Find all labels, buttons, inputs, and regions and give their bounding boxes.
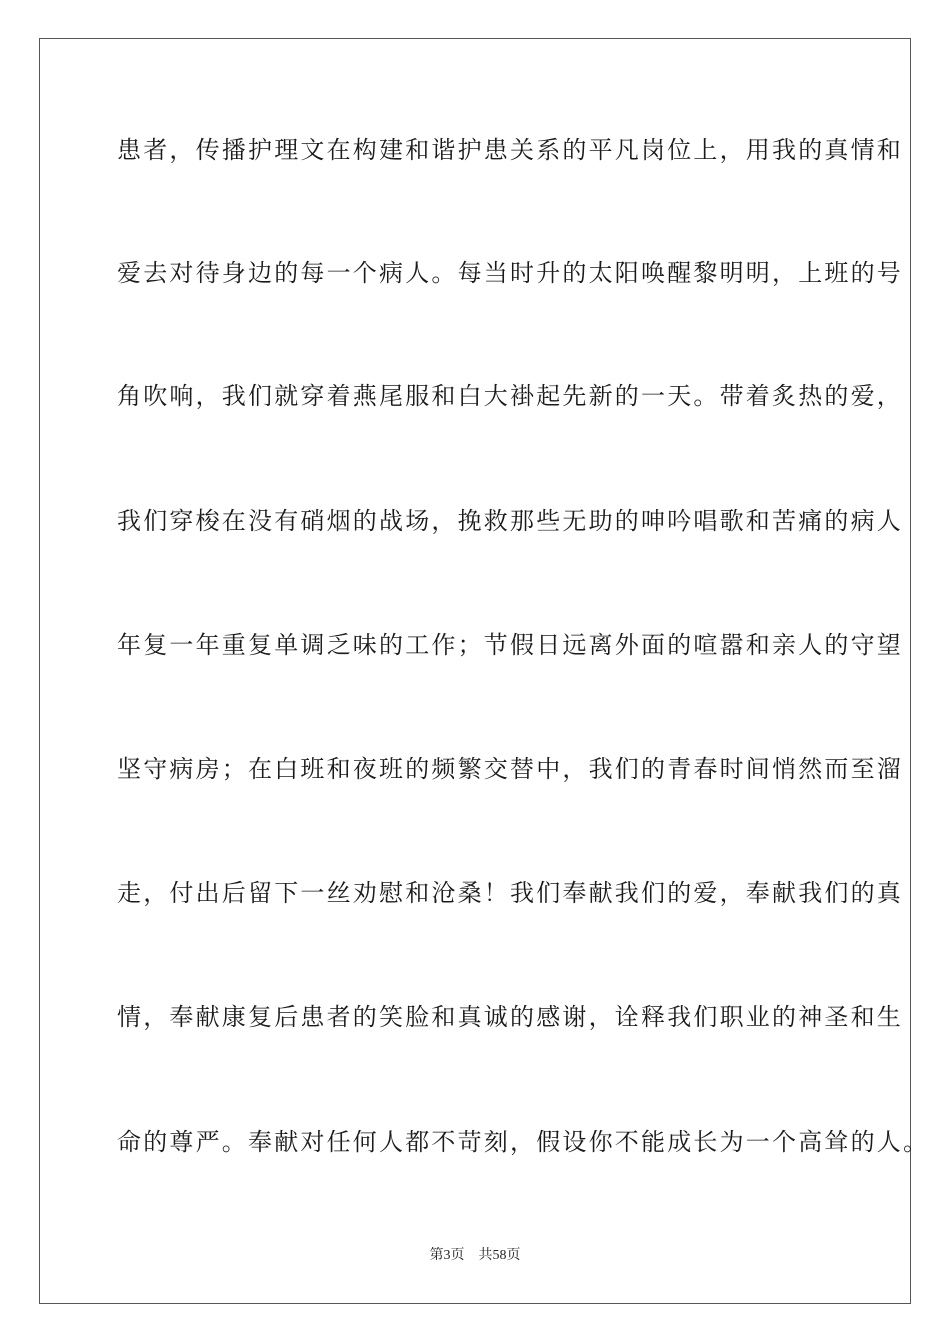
page-number: 第3页 — [429, 1248, 465, 1263]
text-line: 角吹响，我们就穿着燕尾服和白大褂起先新的一天。带着炙热的爱， — [117, 382, 903, 410]
text-line: 患者，传播护理文在构建和谐护患关系的平凡岗位上，用我的真情和 — [117, 136, 903, 164]
text-line: 年复一年重复单调乏味的工作；节假日远离外面的喧嚣和亲人的守望 — [117, 631, 903, 659]
page-footer — [0, 1246, 950, 1266]
text-line: 我们穿梭在没有硝烟的战场，挽救那些无助的呻吟唱歌和苦痛的病人 — [117, 507, 903, 535]
page-frame — [39, 38, 911, 1304]
total-pages: 共58页 — [478, 1248, 521, 1263]
text-line: 坚守病房；在白班和夜班的频繁交替中，我们的青春时间悄然而至溜 — [117, 755, 903, 783]
text-line: 爱去对待身边的每一个病人。每当时升的太阳唤醒黎明明，上班的号 — [117, 259, 903, 287]
text-line: 走，付出后留下一丝劝慰和沧桑！我们奉献我们的爱，奉献我们的真 — [117, 879, 903, 907]
text-line: 情，奉献康复后患者的笑脸和真诚的感谢，诠释我们职业的神圣和生 — [117, 1003, 903, 1031]
text-line: 命的尊严。奉献对任何人都不苛刻，假设你不能成长为一个高耸的人。 — [117, 1128, 930, 1156]
